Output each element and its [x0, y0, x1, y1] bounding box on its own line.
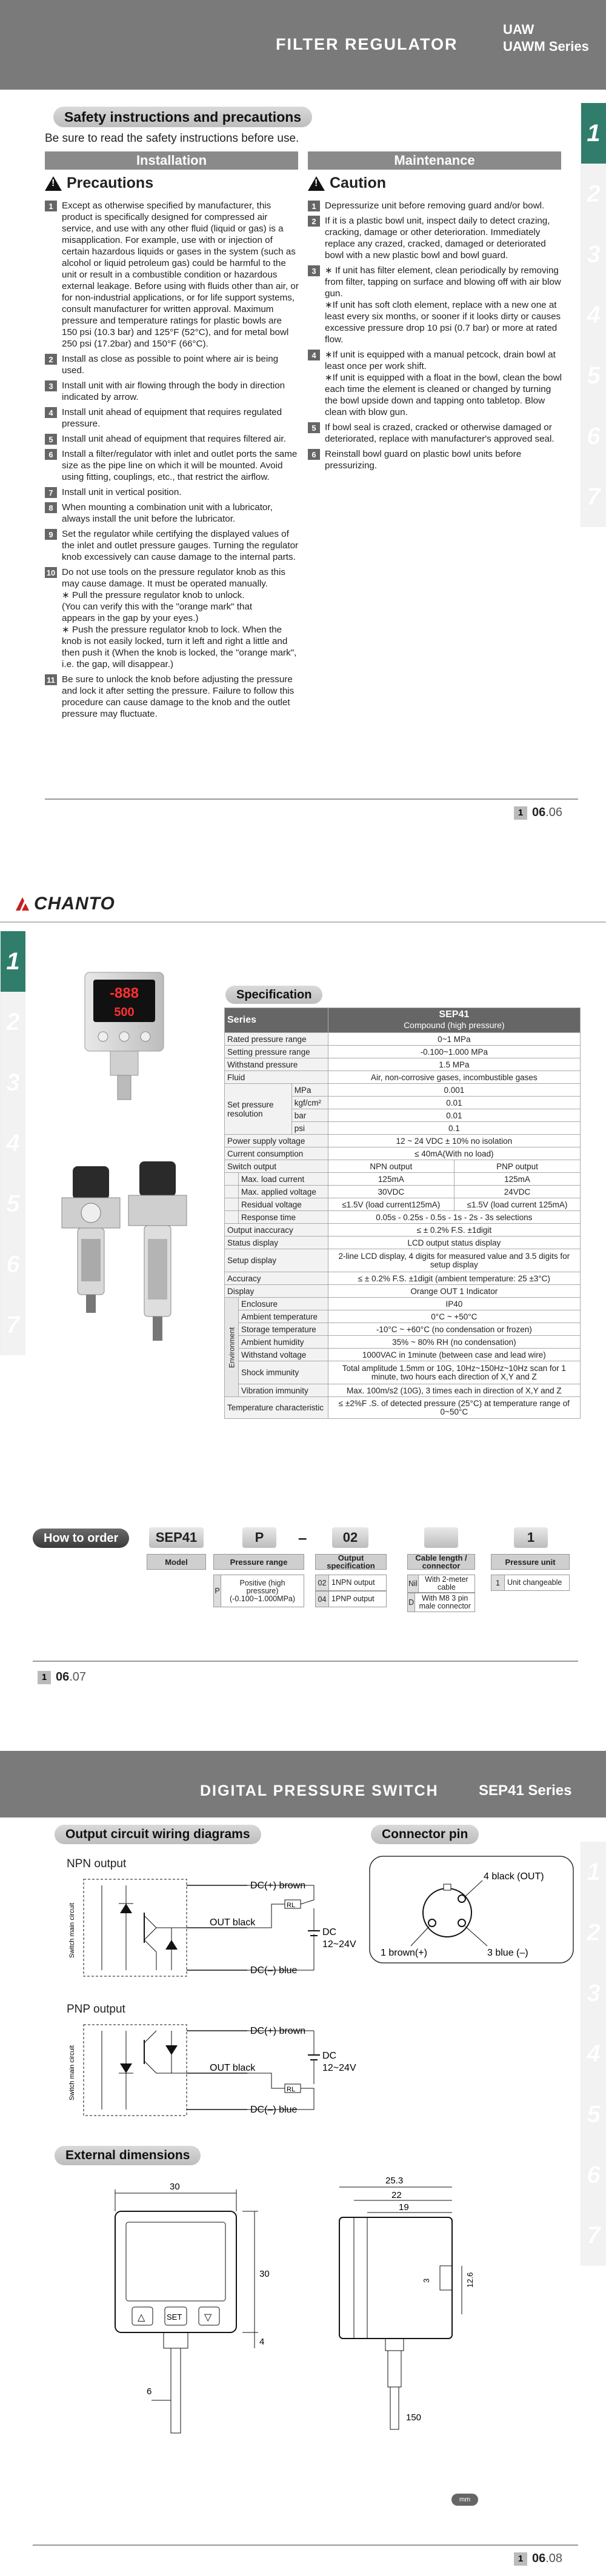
svg-text:DC(–) blue: DC(–) blue: [250, 2105, 298, 2115]
table-row: Set pressure resolution MPa 0.001: [225, 1084, 581, 1097]
svg-text:Switch main circuit: Switch main circuit: [68, 1902, 76, 1958]
item-number: 5: [308, 422, 320, 433]
item-text: ∗ If unit has filter element, clean periodically by removing from filter, tapping on surface and blowing off with air blow gun. ∗If unit has soft cloth element, replace with a new one at least every six months, or sooner if it looks dirty or causes excessive pressure drop 10 psi (0.7 bar) or more at rated flow.: [325, 265, 561, 345]
table-row: Setting pressure range -0.100~1.000 MPa: [225, 1046, 581, 1058]
item-text: ∗If unit is equipped with a manual petcock, drain bowl at least once per work shift. ∗If unit is equipped with a float in the bowl, clean the bowl each time the element is cleaned or changed by turning the bowl upside down and tapping onto tabletop. Blow clean with blow gun.: [325, 350, 562, 417]
order-cable-code: [424, 1527, 458, 1548]
order-label-model: Model: [147, 1554, 206, 1570]
table-row: Shock immunity Total amplitude 1.5mm or 10G, 10Hz~150Hz~10Hz scan for 1 minute, two hours each direction of X,Y and Z: [225, 1361, 581, 1384]
item-number: 2: [308, 216, 320, 227]
list-item: [308, 265, 562, 345]
order-label-cable: Cable length / connector: [407, 1554, 475, 1570]
side-tab-1[interactable]: 1: [581, 103, 606, 164]
order-option-pnp: 04 1PNP output: [315, 1591, 387, 1607]
svg-text:DC(+) brown: DC(+) brown: [250, 1881, 306, 1891]
table-row: Current consumption ≤ 40mA(With no load): [225, 1147, 581, 1160]
item-number: 7: [45, 487, 57, 498]
page2-page-number: 1 06 .07: [38, 1670, 86, 1684]
item-number: 8: [45, 502, 57, 513]
table-row: Environment Enclosure IP40: [225, 1298, 581, 1310]
item-text: Install unit ahead of equipment that requires regulated pressure.: [62, 407, 282, 429]
table-row: Rated pressure range 0~1 MPa: [225, 1033, 581, 1046]
npn-label: NPN output: [67, 1857, 127, 1870]
svg-text:12~24V: 12~24V: [322, 2063, 356, 2073]
order-range-code: P: [242, 1527, 276, 1548]
page3: [0, 1696, 606, 2576]
list-item: [45, 566, 299, 670]
list-item: [45, 486, 299, 498]
item-text: If bowl seal is crazed, cracked or otherwise damaged or deteriorated, replace with manufacturer's approved seal.: [325, 422, 554, 444]
page1-title: FILTER REGULATOR: [276, 35, 458, 53]
caution-title: Caution: [330, 174, 387, 191]
table-row: Response time 0.05s - 0.25s - 0.5s - 1s - 2s - 3s selections: [225, 1211, 581, 1224]
precautions-heading: [45, 174, 153, 192]
page1-divider: [45, 798, 578, 800]
table-row: kgf/cm² 0.01: [225, 1097, 581, 1109]
table-row: Storage temperature -10°C ~ +60°C (no condensation or frozen): [225, 1323, 581, 1336]
svg-text:OUT black: OUT black: [210, 1917, 256, 1928]
safety-section-title: Safety instructions and precautions: [53, 107, 312, 127]
table-row: Setup display 2-line LCD display, 4 digits for measured value and 3.5 digits for setup display: [225, 1249, 581, 1272]
connector-title: Connector pin: [371, 1825, 479, 1844]
side-tab-6[interactable]: 6: [581, 406, 606, 466]
list-item: [45, 674, 299, 720]
side-tab-5[interactable]: 5: [581, 2084, 606, 2145]
order-output-code: 02: [332, 1527, 368, 1548]
item-number: 5: [45, 434, 57, 445]
item-text: If it is a plastic bowl unit, inspect daily to detect crazing, cracking, damage or other deterioration. Immediately replace any crazed, cracked, damaged or deteriorated bowl with a new plastic bowl and bowl guard.: [325, 216, 550, 261]
item-number: 4: [45, 407, 57, 418]
dimensions-title: External dimensions: [55, 2146, 201, 2165]
brand-rule: [0, 921, 606, 923]
table-row: Switch output NPN output PNP output: [225, 1160, 581, 1173]
order-model-code: SEP41: [149, 1527, 204, 1548]
list-item: [45, 407, 299, 430]
side-tab-3[interactable]: 3: [0, 1052, 25, 1113]
filter-regulator-images: [55, 1160, 194, 1354]
svg-text:4 black (OUT): 4 black (OUT): [484, 1871, 544, 1882]
page2-side-tabs: [0, 931, 25, 1355]
precautions-title: Precautions: [67, 174, 154, 191]
page3-side-tabs: [581, 1842, 606, 2266]
side-tab-5[interactable]: 5: [581, 345, 606, 406]
side-tab-6[interactable]: 6: [0, 1234, 25, 1295]
table-row: Residual voltage ≤1.5V (load current125mA) ≤1.5V (load current 125mA): [225, 1198, 581, 1211]
item-number: 6: [45, 449, 57, 460]
list-item: [45, 380, 299, 403]
item-number: 3: [45, 380, 57, 391]
set-button-label: SET: [167, 2312, 182, 2322]
series-label: Series: [225, 1008, 328, 1033]
brand-mark-icon: [15, 896, 30, 912]
page1-header-band: [0, 0, 606, 90]
item-text: Except as otherwise specified by manufacturer, this product is specifically designed for compressed air service, and use with any other fluid (liquid or gas) is a misapplication. For example, use with or injection of certain hazardous liquids or gases in the system (such as alcohol or liquid petroleum gas) could be harmful to the unit or result in a combustible condition or hazardous external leakage. Before using with fluids other than air, or for non-industrial applications, or for life support systems, consult manufacturer for written approval. Maximum pressure and temperature ratings for plastic bowls are 150 psi (10.3 bar) and 125°F (52°C), and for metal bowl 250 psi (17.2bar) and 150°F (66°C).: [62, 201, 299, 349]
order-option-cable: Nil With 2-meter cable: [407, 1575, 475, 1593]
page1-side-tabs: [581, 103, 606, 527]
side-tab-2[interactable]: 2: [581, 164, 606, 224]
order-option-connector: D With M8 3 pin male connector: [407, 1593, 475, 1612]
brand-name: CHANTO: [34, 894, 115, 914]
list-item: [45, 528, 299, 563]
table-row: Power supply voltage 12 ~ 24 VDC ± 10% no isolation: [225, 1135, 581, 1147]
side-tab-3[interactable]: 3: [581, 224, 606, 285]
table-row: Status display LCD output status display: [225, 1237, 581, 1249]
item-number: 9: [45, 529, 57, 540]
table-row: Max. applied voltage 30VDC 24VDC: [225, 1186, 581, 1198]
list-item: [45, 353, 299, 376]
table-row: Ambient humidity 35% ~ 80% RH (no condensation): [225, 1336, 581, 1349]
pnp-wiring-diagram: [65, 2019, 356, 2134]
brand-logo: [15, 894, 115, 914]
side-tab-1[interactable]: 1: [0, 931, 25, 992]
specification-table: [224, 1007, 581, 1419]
side-tab-7[interactable]: 7: [581, 466, 606, 527]
down-button-icon: ▽: [204, 2312, 212, 2323]
order-label-output: Output specification: [315, 1554, 387, 1570]
svg-text:25.3: 25.3: [385, 2176, 404, 2186]
order-unit-code: 1: [514, 1527, 548, 1548]
table-row: Vibration immunity Max. 100m/s2 (10G), 3 times each in direction of X,Y and Z: [225, 1384, 581, 1397]
pnp-label: PNP output: [67, 2003, 125, 2016]
svg-text:150: 150: [406, 2412, 422, 2423]
svg-text:RL: RL: [287, 2086, 296, 2093]
table-row: Ambient temperature 0°C ~ +50°C: [225, 1310, 581, 1323]
item-text: Install unit with air flowing through the body in direction indicated by arrow.: [62, 380, 285, 402]
item-number: 1: [308, 201, 320, 211]
unit-badge: mm: [451, 2494, 478, 2506]
side-tab-2[interactable]: 2: [0, 992, 25, 1052]
list-item: [308, 448, 562, 471]
how-to-order-title: How to order: [33, 1529, 129, 1548]
svg-text:DC(–) blue: DC(–) blue: [250, 1965, 298, 1976]
svg-text:Switch main circuit: Switch main circuit: [68, 2045, 76, 2100]
table-row: Accuracy ≤ ± 0.2% F.S. ±1digit (ambient temperature: 25 ±3°C): [225, 1272, 581, 1285]
warning-icon: [308, 176, 325, 191]
table-row: Withstand pressure 1.5 MPa: [225, 1058, 581, 1071]
page1-series-2: UAWM Series: [503, 39, 589, 54]
svg-text:DC: DC: [322, 2051, 337, 2061]
front-view-drawing: [91, 2175, 285, 2435]
item-text: Set the regulator while certifying the displayed values of the inlet and outlet pressure gauges. Turning the regulator knob excessively can cause damage to the internal parts.: [62, 529, 299, 562]
svg-text:-888: -888: [109, 985, 139, 1001]
item-number: 2: [45, 354, 57, 365]
list-item: [45, 200, 299, 350]
precautions-list: [45, 200, 299, 723]
item-number: 11: [45, 674, 57, 685]
svg-text:19: 19: [399, 2202, 409, 2213]
table-row: psi 0.1: [225, 1122, 581, 1135]
item-number: 1: [45, 201, 57, 211]
page3-series: SEP41 Series: [479, 1782, 572, 1799]
side-view-drawing: [327, 2175, 503, 2435]
table-row: Output inaccuracy ≤ ± 0.2% F.S. ±1digit: [225, 1224, 581, 1237]
side-tab-4[interactable]: 4: [581, 285, 606, 345]
caution-heading: [308, 174, 386, 192]
warning-icon: [45, 176, 62, 191]
item-text: Install as close as possible to point where air is being used.: [62, 354, 279, 376]
list-item: [308, 215, 562, 261]
order-dash: –: [298, 1529, 307, 1547]
list-item: [308, 349, 562, 418]
item-text: Install unit ahead of equipment that requires filtered air.: [62, 434, 286, 444]
page3-header-band: [0, 1751, 606, 1817]
page3-page-number: 1 06 .08: [514, 2552, 562, 2566]
list-item: [308, 422, 562, 445]
svg-text:30: 30: [170, 2182, 180, 2192]
item-text: Install unit in vertical position.: [62, 487, 182, 497]
item-number: 6: [308, 449, 320, 460]
order-label-unit: Pressure unit: [491, 1554, 570, 1570]
installation-header: Installation: [45, 151, 298, 170]
item-text: Do not use tools on the pressure regulator knob as this may cause damage. It must be operated manually. ∗ Pull the pressure regulator knob to unlock. (You can verify this with the "orange mark" that appears in the gap by your eyes.) ∗ Push the pressure regulator knob to lock. When the knob is not easily locked, turn it left and right a little and then push it (When the knob is locked, the "orange mark", i.e. the gap, will disappear.): [62, 567, 297, 669]
item-number: 4: [308, 350, 320, 360]
safety-intro: Be sure to read the safety instructions before use.: [45, 132, 299, 145]
side-tab-4[interactable]: 4: [581, 2023, 606, 2084]
page1-page-number: 1 06 .06: [514, 806, 562, 820]
pressure-switch-image: [73, 966, 176, 1106]
npn-wiring-diagram: [65, 1873, 356, 1988]
item-text: Reinstall bowl guard on plastic bowl units before pressurizing.: [325, 449, 522, 471]
svg-text:4: 4: [259, 2337, 265, 2347]
caution-list: [308, 200, 562, 475]
item-text: Be sure to unlock the knob before adjusting the pressure and lock it after setting the pressure. Failure to follow this procedure can cause damage to the knob and the outlet pressure may fluctuate.: [62, 674, 295, 719]
svg-text:1 brown(+): 1 brown(+): [381, 1948, 427, 1958]
up-button-icon: △: [138, 2312, 145, 2323]
list-item: [45, 502, 299, 525]
list-item: [308, 200, 562, 211]
svg-text:DC: DC: [322, 1927, 337, 1937]
svg-text:500: 500: [114, 1006, 135, 1019]
order-option-npn: 02 1NPN output: [315, 1575, 387, 1591]
svg-text:3: 3: [422, 2278, 431, 2283]
model-header: SEP41 Compound (high pressure): [328, 1008, 580, 1033]
svg-text:22: 22: [391, 2190, 402, 2200]
item-text: Depressurize unit before removing guard and/or bowl.: [325, 201, 545, 211]
maintenance-header: Maintenance: [308, 151, 561, 170]
order-option-unit: 1 Unit changeable: [491, 1575, 570, 1591]
table-row: Max. load current 125mA 125mA: [225, 1173, 581, 1186]
wiring-title: Output circuit wiring diagrams: [55, 1825, 261, 1844]
side-tab-5[interactable]: 5: [0, 1173, 25, 1234]
page3-title: DIGITAL PRESSURE SWITCH: [200, 1782, 439, 1799]
list-item: [45, 448, 299, 483]
table-row: bar 0.01: [225, 1109, 581, 1122]
item-text: Install a filter/regulator with inlet and outlet ports the same size as the pipe line on which it will be mounted. Avoid using fitting, couplings, etc., that restrict the airflow.: [62, 449, 298, 482]
page2: [0, 851, 606, 1696]
table-row: Temperature characteristic ≤ ±2%F .S. of detected pressure (25°C) at temperature range of 0~50°C: [225, 1397, 581, 1419]
side-tab-2[interactable]: 2: [581, 1902, 606, 1963]
svg-text:3 blue (–): 3 blue (–): [487, 1948, 528, 1958]
svg-text:DC(+) brown: DC(+) brown: [250, 2026, 306, 2036]
svg-text:OUT black: OUT black: [210, 2063, 256, 2073]
svg-text:30: 30: [259, 2269, 270, 2279]
table-row: Fluid Air, non-corrosive gases, incombustible gases: [225, 1071, 581, 1084]
table-row: Withstand voltage 1000VAC in 1minute (between case and lead wire): [225, 1349, 581, 1361]
svg-text:6: 6: [147, 2386, 152, 2397]
side-tab-6[interactable]: 6: [581, 2145, 606, 2205]
side-tab-4[interactable]: 4: [0, 1113, 25, 1173]
side-tab-1[interactable]: 1: [581, 1842, 606, 1902]
item-text: When mounting a combination unit with a lubricator, always install the unit before the lubricator.: [62, 502, 273, 524]
svg-text:12.6: 12.6: [465, 2272, 474, 2288]
order-option-positive: P Positive (high pressure) (-0.100~1.000MPa): [213, 1575, 304, 1607]
page1-series-1: UAW: [503, 22, 534, 37]
order-label-range: Pressure range: [213, 1554, 304, 1570]
side-tab-7[interactable]: 7: [581, 2205, 606, 2266]
table-row: Display Orange OUT 1 Indicator: [225, 1285, 581, 1298]
page2-divider: [33, 1661, 578, 1662]
side-tab-3[interactable]: 3: [581, 1963, 606, 2023]
item-number: 3: [308, 265, 320, 276]
svg-text:12~24V: 12~24V: [322, 1939, 356, 1950]
connector-pin-diagram: [368, 1855, 574, 1964]
side-tab-7[interactable]: 7: [0, 1295, 25, 1355]
specification-title: Specification: [225, 986, 322, 1004]
item-number: 10: [45, 567, 57, 578]
svg-text:RL: RL: [287, 1902, 296, 1909]
list-item: [45, 433, 299, 445]
page3-divider: [33, 2544, 578, 2546]
